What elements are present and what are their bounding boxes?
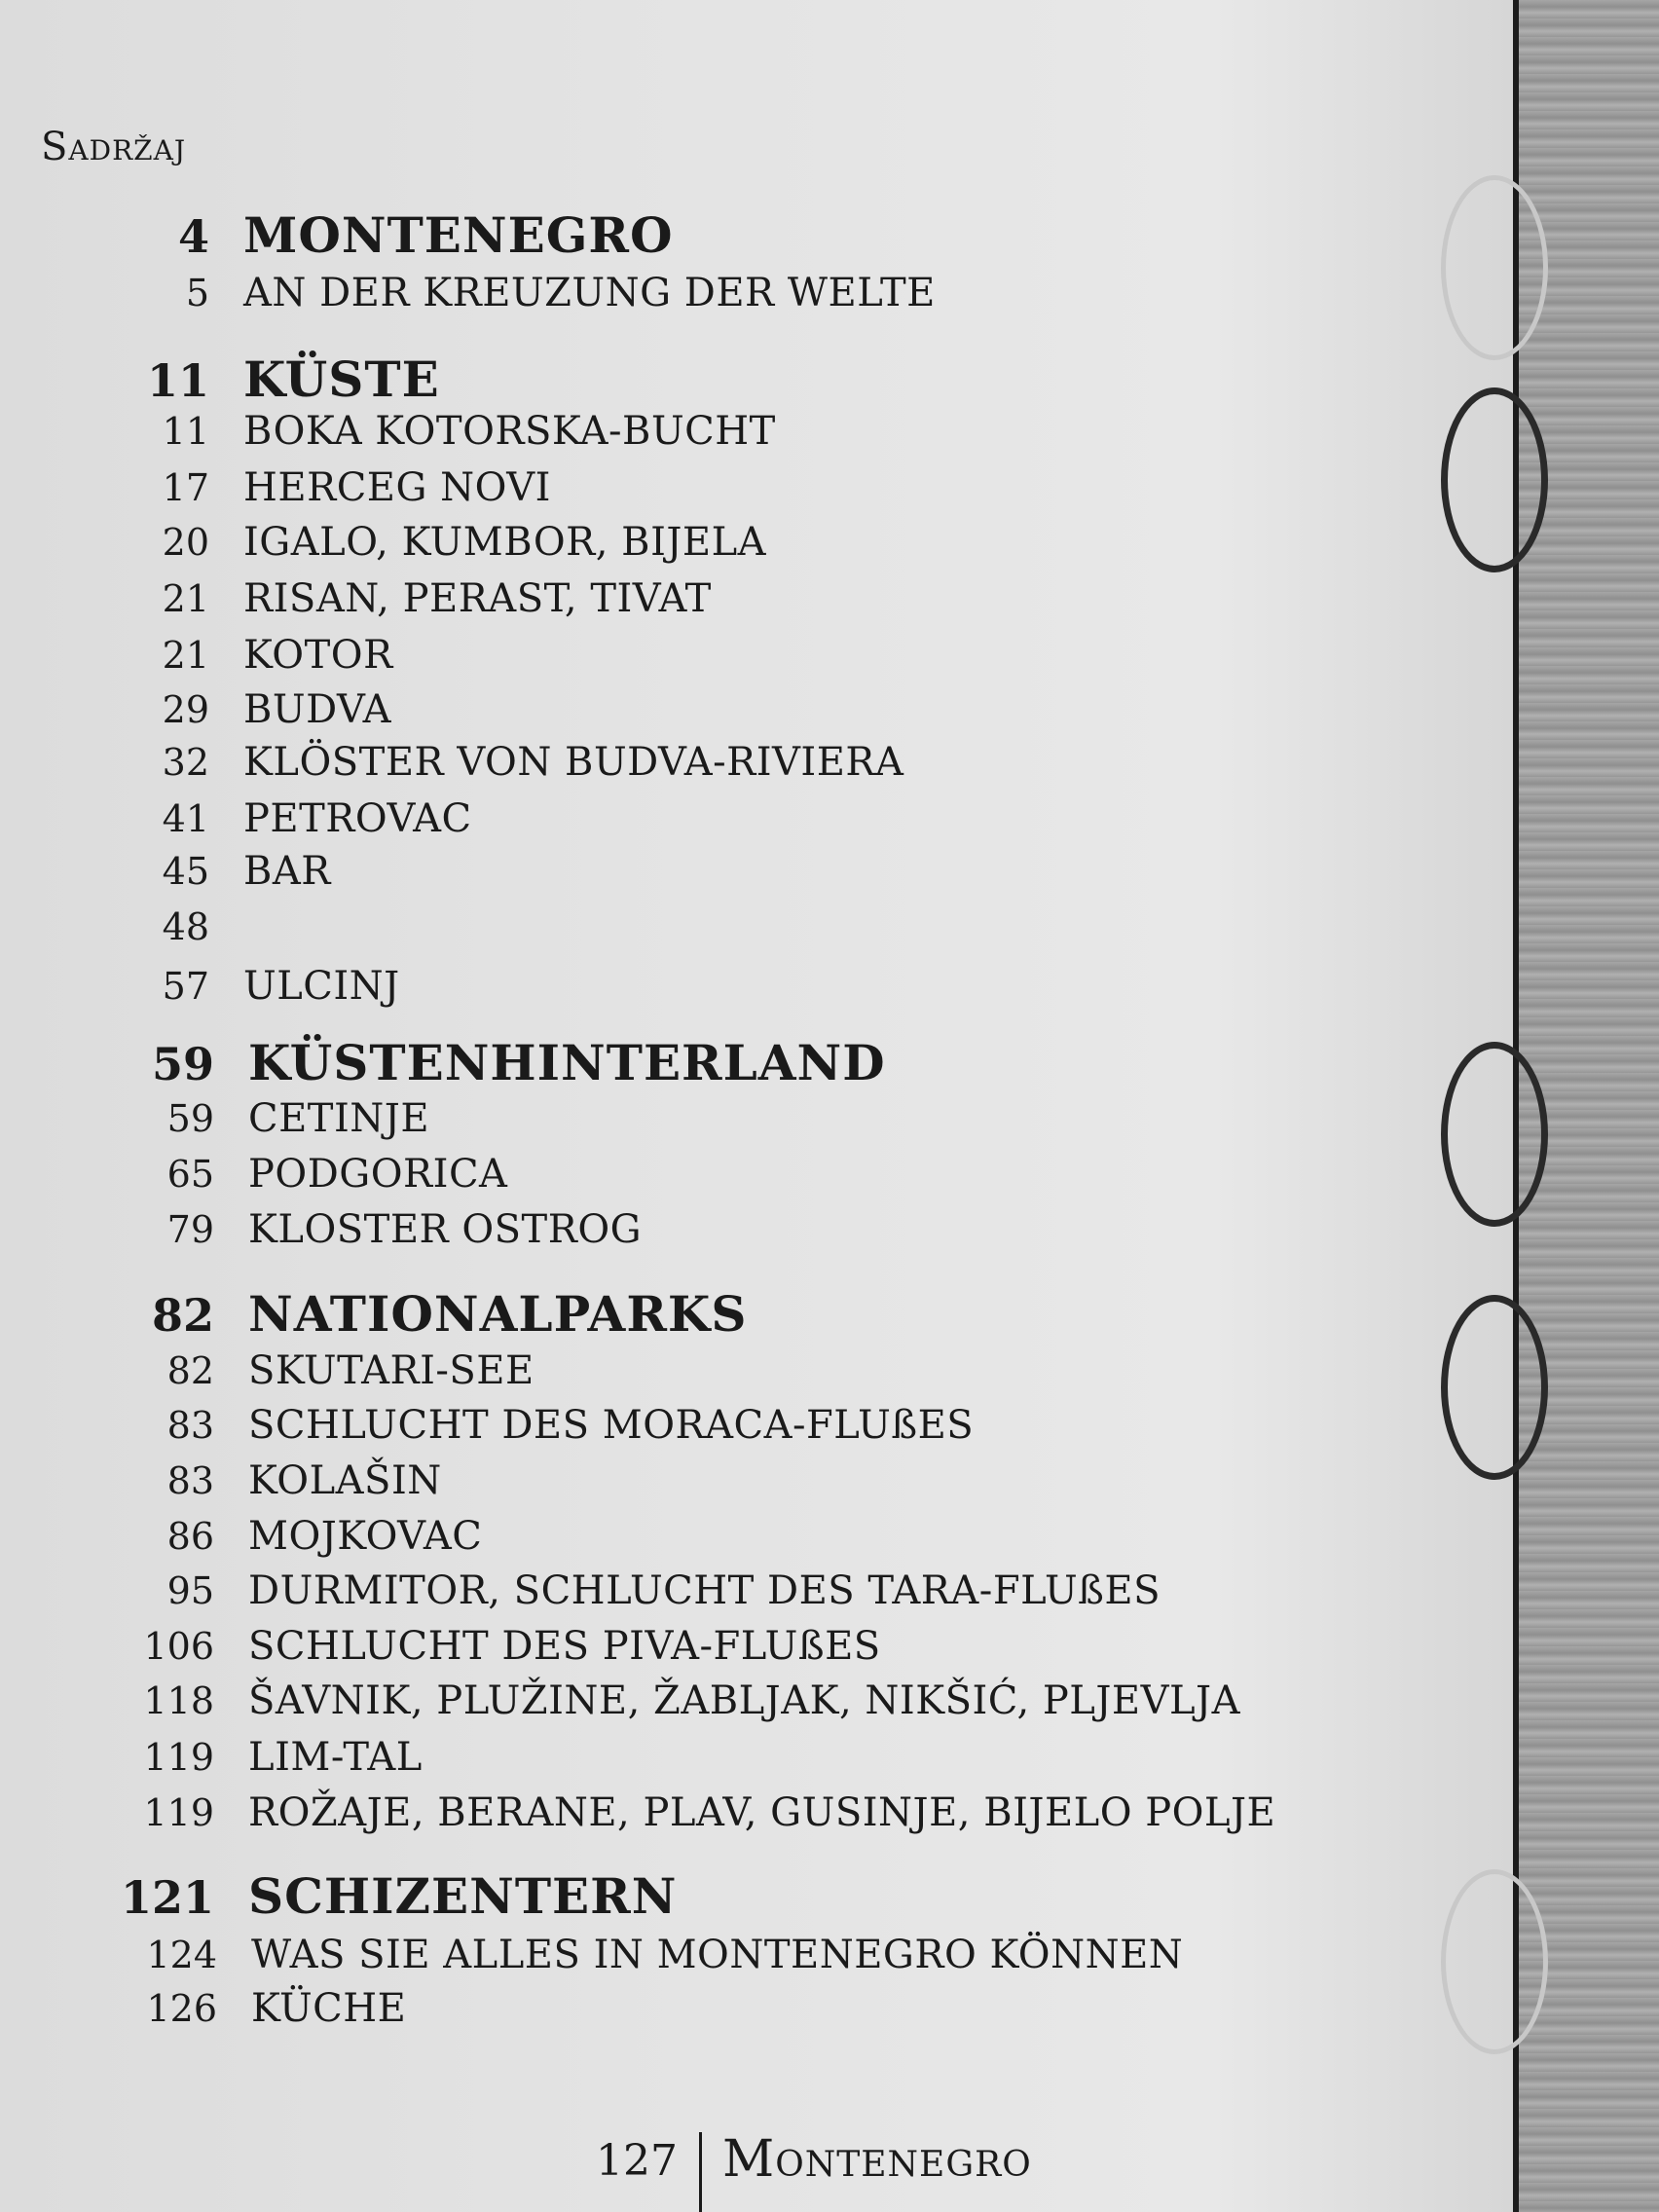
toc-page-number: 21 xyxy=(162,634,209,677)
toc-entry-label: BUDVA xyxy=(243,687,392,732)
toc-page-number: 79 xyxy=(166,1208,214,1251)
toc-page-number: 29 xyxy=(162,688,209,731)
toc-page-number: 5 xyxy=(185,272,209,314)
toc-entry-label: KÜCHE xyxy=(251,1986,407,2031)
toc-entry-row xyxy=(5,1152,507,1197)
toc-page-number: 32 xyxy=(162,741,209,784)
toc-entry-label: IGALO, KUMBOR, BIJELA xyxy=(243,520,767,565)
toc-entry-label: KLÖSTER VON BUDVA-RIVIERA xyxy=(243,740,904,785)
toc-page-number: 4 xyxy=(177,210,209,263)
toc-entry-label: SCHLUCHT DES MORACA-FLUßES xyxy=(248,1403,975,1448)
toc-section-row xyxy=(0,350,440,408)
toc-entry-row xyxy=(0,905,243,948)
toc-entry-row xyxy=(0,633,393,678)
toc-entry-label: KLOSTER OSTROG xyxy=(248,1207,643,1252)
toc-entry-label: ROŽAJE, BERANE, PLAV, GUSINJE, BIJELO POLJE xyxy=(248,1790,1276,1835)
toc-page-number: 106 xyxy=(143,1625,214,1668)
toc-page-number: 119 xyxy=(143,1791,214,1834)
toc-entry-label: KOLAŠIN xyxy=(248,1458,442,1503)
toc-section-row xyxy=(5,1867,677,1925)
toc-entry-label: LIM-TAL xyxy=(248,1735,423,1780)
footer-page-number: 127 xyxy=(596,2136,678,2186)
toc-section-row xyxy=(0,206,674,264)
toc-page-number: 83 xyxy=(166,1459,214,1502)
toc-entry-row xyxy=(5,1678,1240,1723)
toc-entry-row xyxy=(0,409,776,454)
toc-page-number: 82 xyxy=(166,1349,214,1392)
toc-entry-label: AN DER KREUZUNG DER WELTE xyxy=(243,271,936,315)
toc-entry-label: ŠAVNIK, PLUŽINE, ŽABLJAK, NIKŠIĆ, PLJEVLJA xyxy=(248,1678,1240,1723)
toc-page-number: 57 xyxy=(162,965,209,1008)
toc-page-number: 41 xyxy=(162,797,209,840)
toc-entry-row xyxy=(0,687,391,732)
binder-ring-icon xyxy=(1441,175,1548,360)
toc-entry-row xyxy=(5,1514,482,1559)
toc-page-number: 95 xyxy=(166,1569,214,1612)
binder-ring-icon xyxy=(1441,1869,1548,2054)
toc-entry-row xyxy=(5,1348,535,1393)
toc-entry-label: HERCEG NOVI xyxy=(243,465,551,510)
toc-entry-row xyxy=(8,1933,1183,1977)
toc-page-number: 17 xyxy=(162,466,209,509)
toc-entry-label: SKUTARI-SEE xyxy=(248,1348,535,1393)
toc-entry-row xyxy=(0,465,551,510)
toc-entry-label: MONTENEGRO xyxy=(243,206,674,264)
toc-entry-row xyxy=(5,1568,1161,1613)
toc-page-number: 45 xyxy=(162,850,209,893)
toc-entry-row xyxy=(5,1790,1275,1835)
toc-entry-row xyxy=(0,576,712,621)
toc-entry-row xyxy=(5,1403,974,1448)
toc-page-number: 21 xyxy=(162,577,209,620)
toc-entry-row xyxy=(0,796,472,841)
toc-page-number: 118 xyxy=(143,1679,214,1722)
binder-ring-icon xyxy=(1441,387,1548,572)
toc-page-number: 11 xyxy=(162,410,209,453)
toc-page-number: 126 xyxy=(146,1987,217,2030)
toc-entry-label: KOTOR xyxy=(243,633,393,678)
toc-entry-label: NATIONALPARKS xyxy=(248,1285,748,1343)
toc-entry-row xyxy=(0,849,331,894)
toc-page-number: 86 xyxy=(166,1515,214,1558)
toc-page-number: 20 xyxy=(162,521,209,564)
toc-entry-row xyxy=(5,1096,429,1141)
toc-entry-row xyxy=(5,1458,442,1503)
toc-entry-row xyxy=(0,520,766,565)
toc-entry-label: PODGORICA xyxy=(248,1152,508,1197)
footer-divider xyxy=(699,2132,702,2212)
toc-page-number: 59 xyxy=(166,1097,214,1140)
binder-ring-icon xyxy=(1441,1295,1548,1480)
toc-page-number: 121 xyxy=(120,1871,214,1924)
toc-entry-row xyxy=(5,1624,881,1669)
toc-page-number: 11 xyxy=(146,354,209,407)
contents-heading: Sadržaj xyxy=(41,125,187,169)
toc-entry-label: SCHIZENTERN xyxy=(248,1867,678,1925)
toc-page-number: 119 xyxy=(143,1736,214,1779)
toc-entry-row xyxy=(0,271,936,315)
toc-entry-row xyxy=(8,1986,406,2031)
toc-page-number: 124 xyxy=(146,1934,217,1976)
toc-entry-label: BAR xyxy=(243,849,331,894)
toc-entry-label: MOJKOVAC xyxy=(248,1514,483,1559)
toc-entry-row xyxy=(0,740,903,785)
toc-entry-row xyxy=(5,1735,423,1780)
toc-entry-label: CETINJE xyxy=(248,1096,430,1141)
toc-entry-row xyxy=(5,1207,642,1252)
toc-page-number: 48 xyxy=(162,905,209,948)
toc-entry-label: SCHLUCHT DES PIVA-FLUßES xyxy=(248,1624,881,1669)
toc-entry-row xyxy=(0,964,400,1009)
toc-page-number: 59 xyxy=(151,1038,214,1090)
toc-entry-label: KÜSTE xyxy=(243,350,440,408)
toc-entry-label: WAS SIE ALLES IN MONTENEGRO KÖNNEN xyxy=(251,1933,1184,1977)
toc-page-number: 65 xyxy=(166,1153,214,1196)
toc-entry-label: KÜSTENHINTERLAND xyxy=(248,1034,886,1091)
toc-section-row xyxy=(5,1034,886,1091)
toc-entry-label: PETROVAC xyxy=(243,796,472,841)
toc-entry-label: ULCINJ xyxy=(243,964,400,1009)
toc-entry-label: BOKA KOTORSKA-BUCHT xyxy=(243,409,776,454)
toc-entry-label: DURMITOR, SCHLUCHT DES TARA-FLUßES xyxy=(248,1568,1161,1613)
binder-ring-icon xyxy=(1441,1042,1548,1227)
toc-entry-label: RISAN, PERAST, TIVAT xyxy=(243,576,712,621)
toc-page-number: 82 xyxy=(151,1289,214,1342)
toc-section-row xyxy=(5,1285,747,1343)
toc-page-number: 83 xyxy=(166,1404,214,1447)
footer-book-title: Montenegro xyxy=(722,2130,1032,2189)
